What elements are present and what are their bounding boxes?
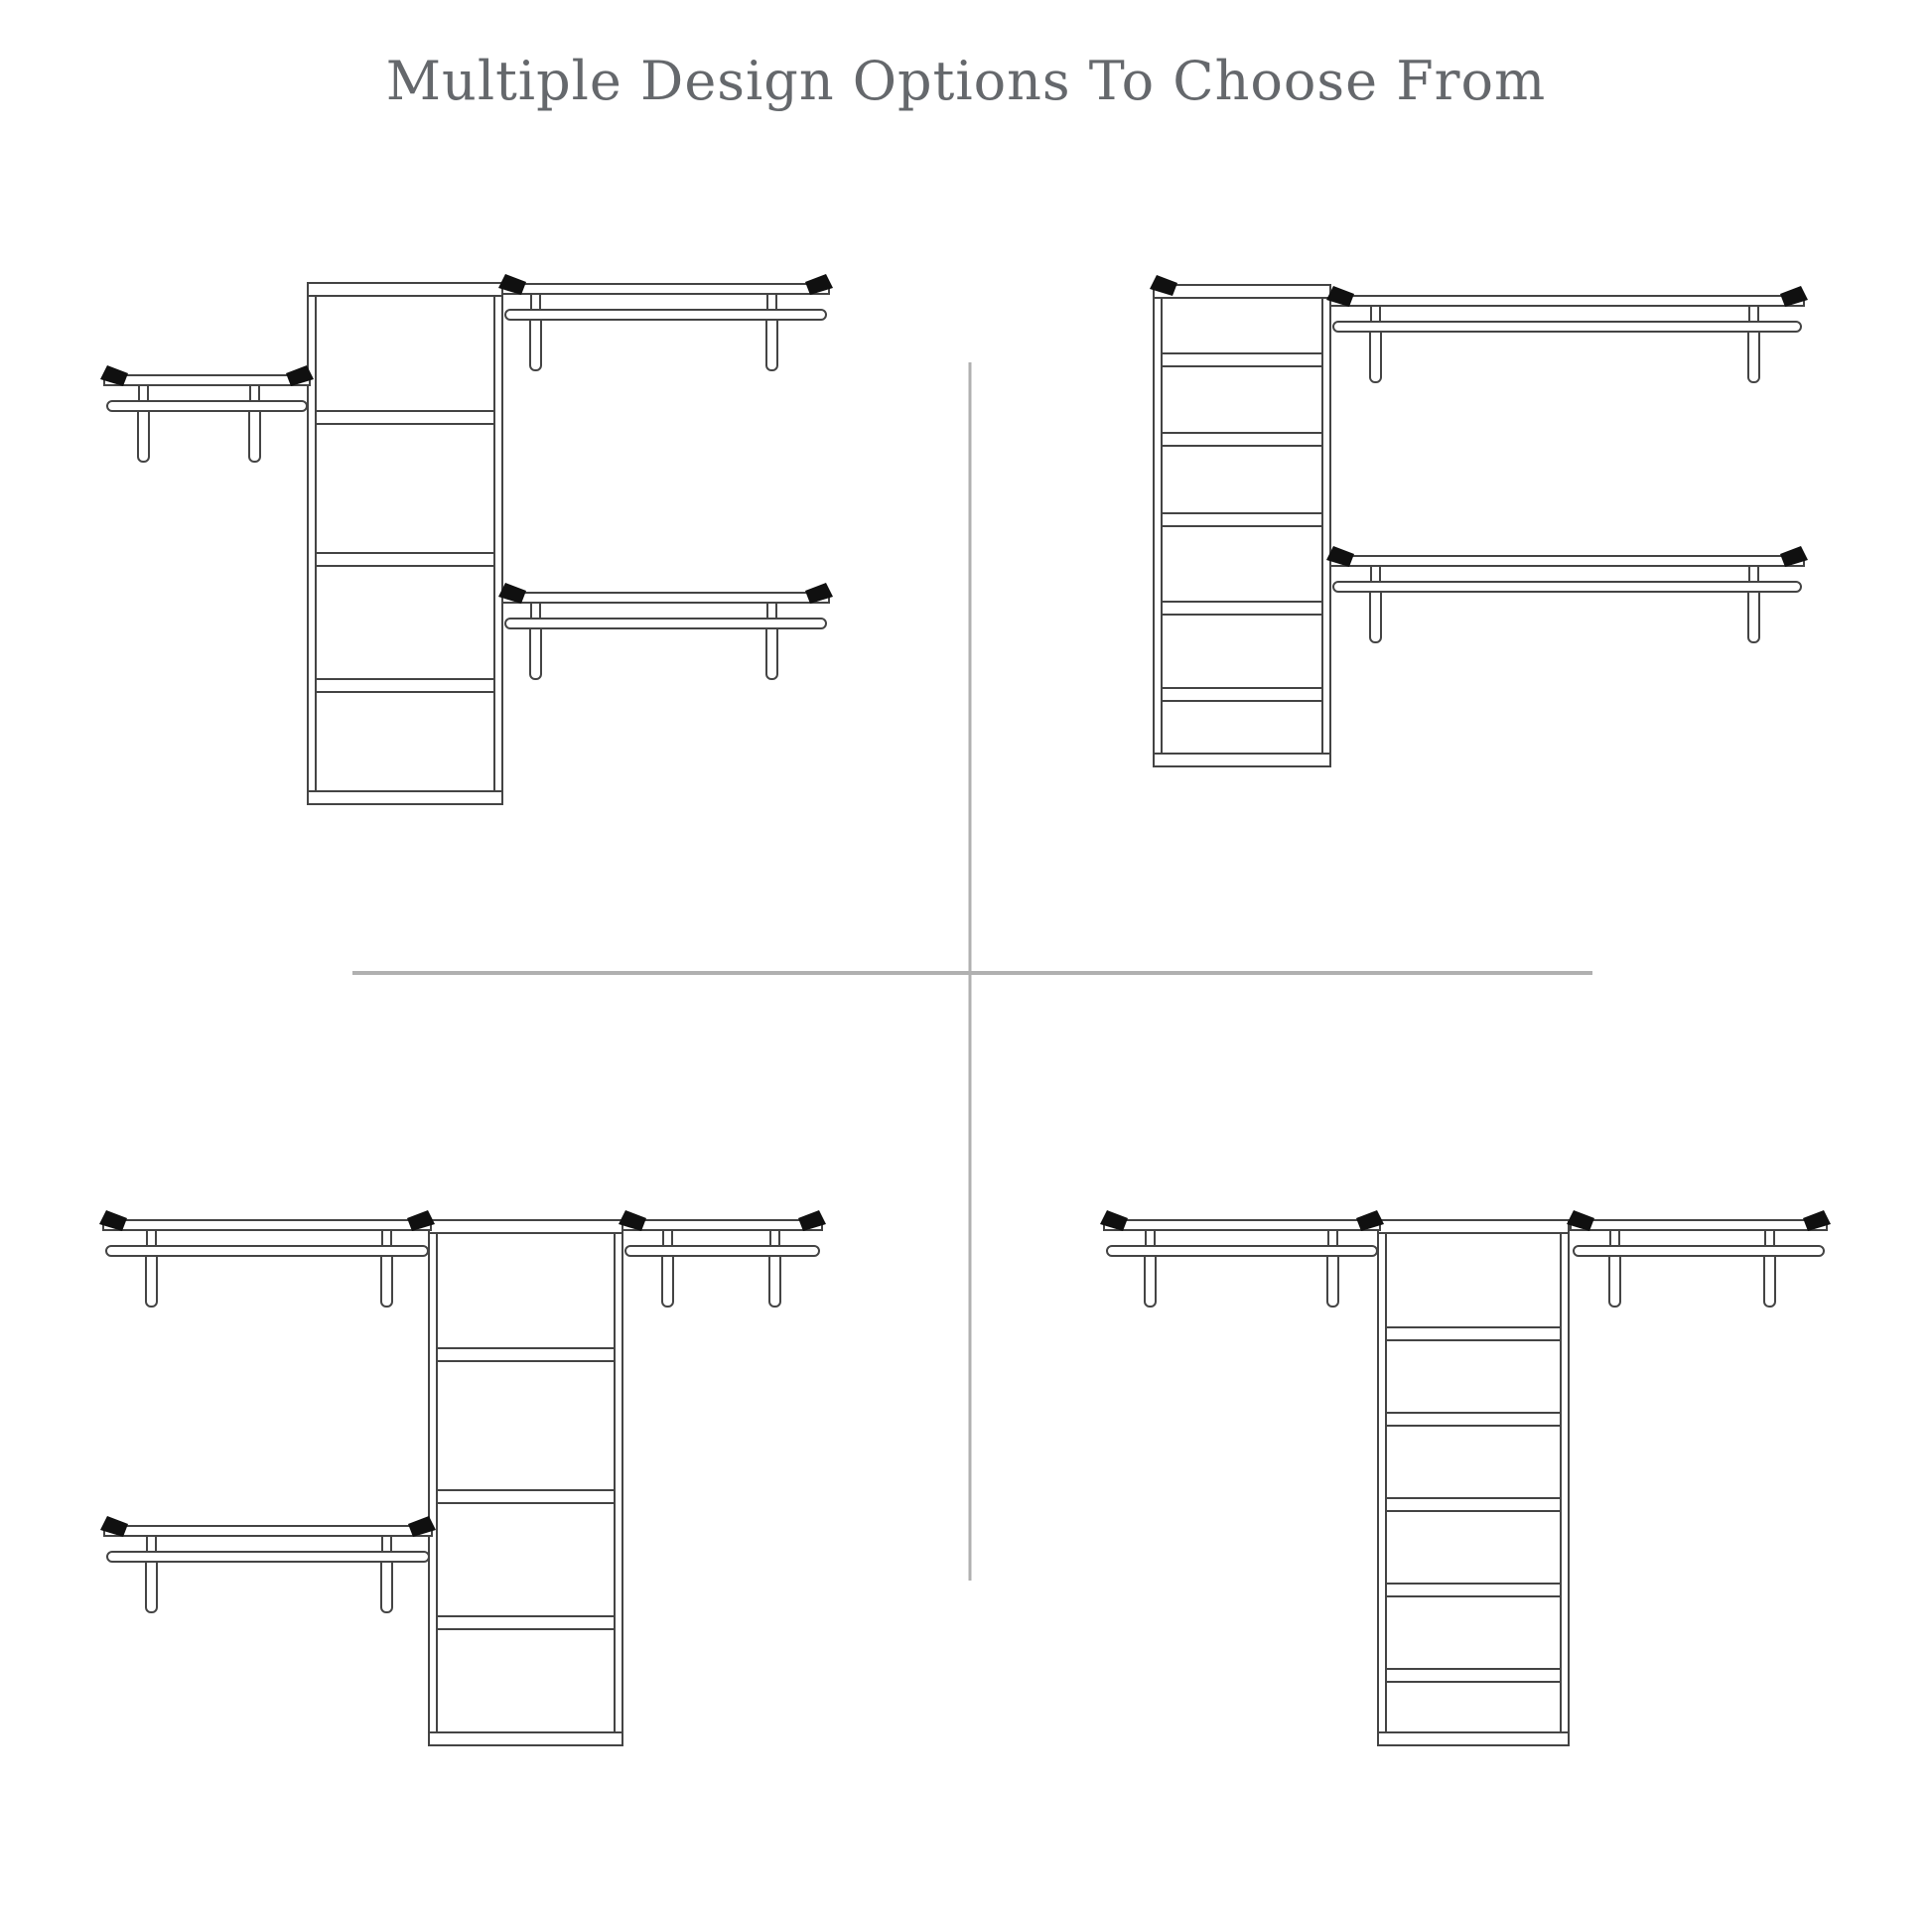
page-title: Multiple Design Options To Choose From	[385, 50, 1547, 112]
upper-right-shelf-rod	[498, 274, 833, 370]
shelf-tower	[1150, 275, 1330, 766]
shelf-tower	[1378, 1220, 1569, 1745]
shelf-tower	[429, 1220, 622, 1745]
top-left-shelf-rod	[1100, 1210, 1384, 1307]
designs-layer	[99, 274, 1831, 1745]
top-right-shelf-rod	[619, 1210, 826, 1307]
design-bottom-left	[99, 1210, 826, 1745]
upper-right-shelf-rod	[1326, 286, 1808, 382]
lower-right-shelf-rod	[498, 583, 833, 679]
mid-right-shelf-rod	[1326, 546, 1808, 642]
top-left-shelf-rod	[99, 1210, 435, 1307]
design-top-left	[100, 274, 833, 804]
design-bottom-right	[1100, 1210, 1831, 1745]
lower-left-shelf-rod	[100, 1516, 436, 1612]
top-right-shelf-rod	[1567, 1210, 1831, 1307]
left-shelf-rod	[100, 365, 314, 462]
design-top-right	[1150, 275, 1808, 766]
shelf-tower	[308, 283, 502, 804]
